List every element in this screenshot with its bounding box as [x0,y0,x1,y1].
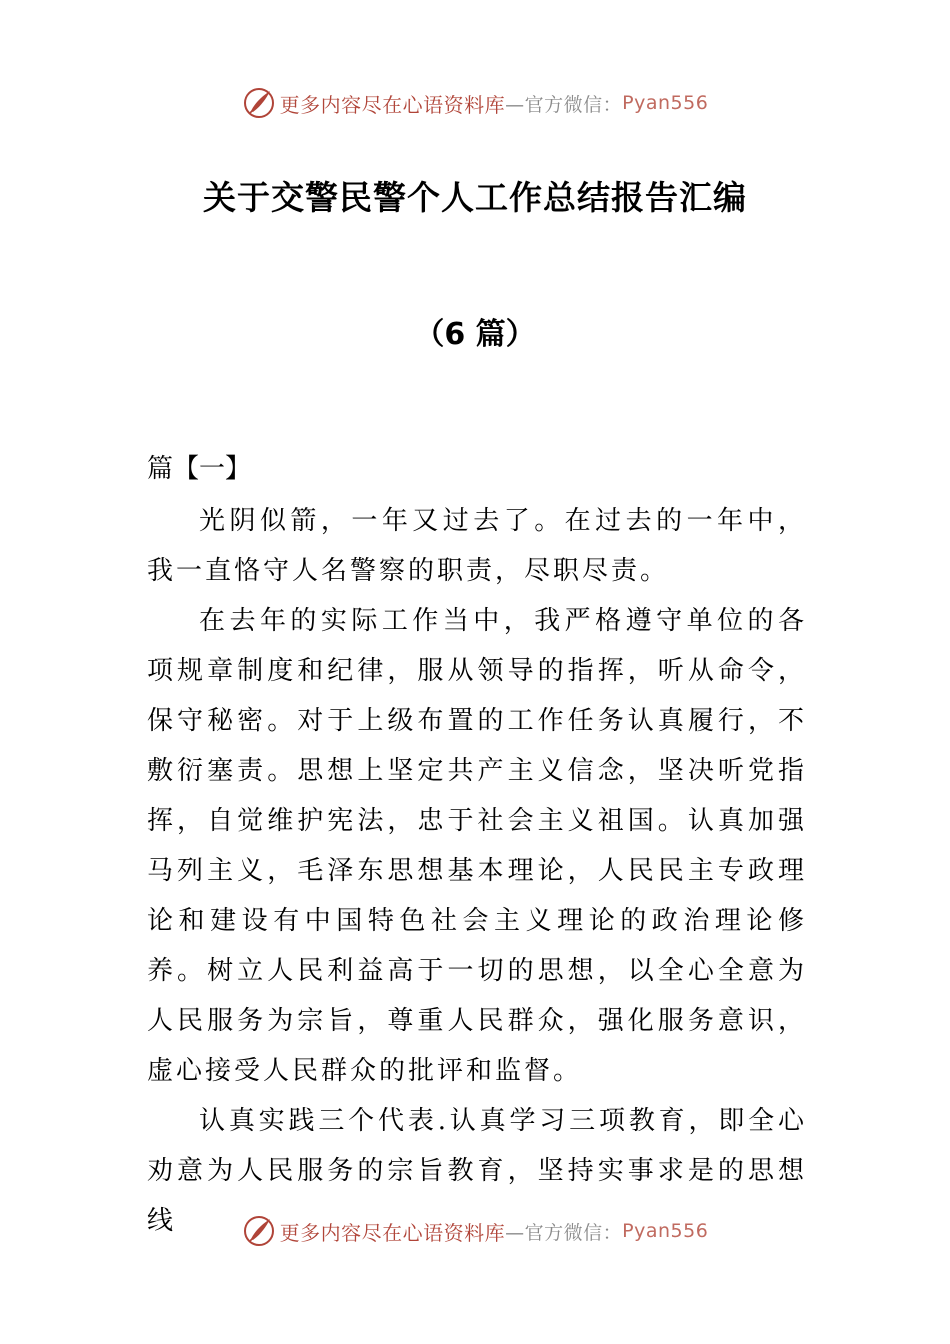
paragraph: 在去年的实际工作当中，我严格遵守单位的各项规章制度和纪律，服从领导的指挥，听从命令，保守秘密。对于上级布置的工作任务认真履行，不敷衍塞责。思想上坚定共产主义信念，坚决听党指挥，自觉维护宪法，忠于社会主义祖国。认真加强马列主义，毛泽东思想基本理论，人民民主专政理论和建设有中国特色社会主义理论的政治理论修养。树立人民利益高于一切的思想，以全心全意为人民服务为宗旨，尊重人民群众，强化服务意识，虚心接受人民群众的批评和监督。 [147,606,807,1086]
document-title: 关于交警民警个人工作总结报告汇编 [203,178,747,217]
banner-wechat-id: Pyan556 [622,1220,709,1242]
document-body [147,496,807,1246]
banner-wechat-id: Pyan556 [622,92,709,114]
header-banner [0,83,950,123]
banner-text: 更多内容尽在心语资料库 [279,92,506,117]
quill-logo-icon [242,1214,276,1248]
paragraph: 认真实践三个代表.认真学习三项教育，即全心劝意为人民服务的宗旨教育，坚持实事求是的思想线 [147,1106,807,1236]
banner-text: 更多内容尽在心语资料库 [279,1220,506,1245]
paragraph: 光阴似箭，一年又过去了。在过去的一年中，我一直恪守人名警察的职责，尽职尽责。 [147,506,807,586]
section-label: 篇【一】 [147,454,252,484]
banner-separator: —官方微信： [505,93,623,116]
document-subtitle: （6 篇） [414,317,536,352]
footer-banner [0,1211,950,1251]
quill-logo-icon [242,86,276,120]
banner-separator: —官方微信： [505,1221,623,1244]
